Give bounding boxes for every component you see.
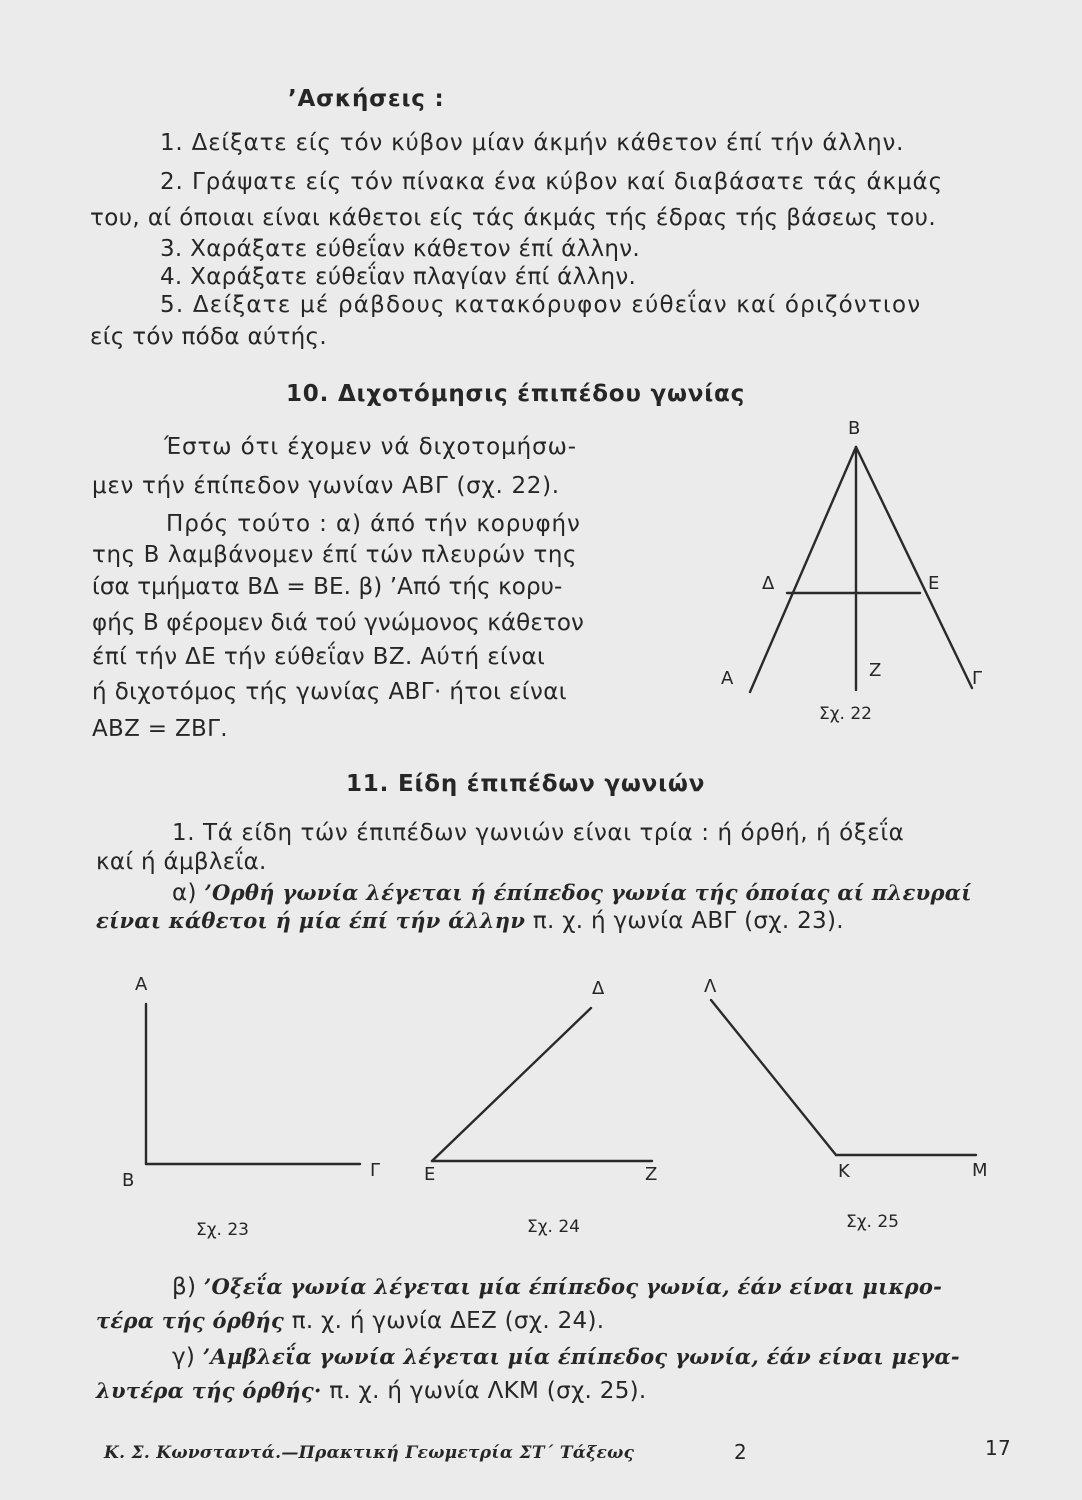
section-10-line: ή διχοτόμος τής γωνίας ΑΒΓ· ήτοι είναι (92, 679, 567, 705)
footer-signature: 2 (734, 1440, 748, 1464)
section-11-line: 1. Τά είδη τών έπιπέδων γωνιών είναι τρία : ή όρθή, ή όξεΐα (172, 820, 905, 846)
fig22-label-A: Α (721, 668, 734, 689)
fig24-label-D: Δ (592, 978, 605, 999)
exercise-line: 3. Χαράξατε εύθεΐαν κάθετον έπί άλλην. (160, 236, 641, 262)
page-number: 17 (985, 1436, 1012, 1460)
fig25-label-M: Μ (972, 1160, 988, 1181)
fig25-label-L: Λ (704, 976, 717, 997)
fig24-label-Z: Ζ (645, 1164, 658, 1185)
fig22-label-B: Β (848, 418, 861, 439)
acute-angle-definition-cont: τέρα τής όρθής π. χ. ή γωνία ΔΕΖ (σχ. 24). (96, 1308, 605, 1334)
exercise-line: του, αί όποιαι είναι κάθετοι είς τάς άκμάς τής έδρας τής βάσεως του. (90, 205, 937, 231)
exercise-line: 4. Χαράξατε εύθεΐαν πλαγίαν έπί άλλην. (160, 264, 637, 290)
fig25-label-K: Κ (838, 1161, 850, 1182)
section-10-line: ίσα τμήματα ΒΔ = ΒΕ. β) ’Από τής κορυ- (92, 574, 563, 600)
section-10-heading: 10. Διχοτόμησις έπιπέδου γωνίας (286, 381, 746, 407)
section-10-line: ΑΒΖ = ΖΒΓ. (92, 716, 228, 742)
section-11-line: καί ή άμβλεΐα. (96, 849, 267, 875)
section-11-heading: 11. Είδη έπιπέδων γωνιών (346, 771, 706, 797)
fig22-label-D: Δ (762, 573, 775, 594)
fig25-caption: Σχ. 25 (846, 1212, 900, 1232)
right-angle-definition: α) ’Ορθή γωνία λέγεται ή έπίπεδος γωνία τής όποίας αί πλευραί (172, 880, 972, 906)
section-10-line: έπί τήν ΔΕ τήν εύθεΐαν ΒΖ. Αύτή είναι (92, 644, 546, 670)
exercise-line: είς τόν πόδα αύτής. (90, 324, 327, 350)
fig24-caption: Σχ. 24 (527, 1217, 581, 1237)
section-10-line: μεν τήν έπίπεδον γωνίαν ΑΒΓ (σχ. 22). (92, 473, 560, 499)
exercises-heading: ’Ασκήσεις : (288, 86, 445, 112)
fig23-caption: Σχ. 23 (196, 1220, 250, 1240)
fig23-label-B: Β (122, 1170, 135, 1191)
acute-angle-definition: β) ’Οξεΐα γωνία λέγεται μία έπίπεδος γωνία, έάν είναι μικρο- (172, 1274, 943, 1300)
right-angle-definition-cont: είναι κάθετοι ή μία έπί τήν άλλην π. χ. ή γωνία ΑΒΓ (σχ. 23). (96, 908, 844, 934)
obtuse-angle-definition-cont: λυτέρα τής όρθής· π. χ. ή γωνία ΛΚΜ (σχ. 25). (96, 1378, 647, 1404)
section-10-line: της Β λαμβάνομεν έπί τών πλευρών της (92, 542, 578, 568)
footer-citation: Κ. Σ. Κωνσταντά.—Πρακτική Γεωμετρία ΣΤ΄ Τάξεως (104, 1443, 635, 1463)
section-10-line: Έστω ότι έχομεν νά διχοτομήσω- (164, 434, 577, 460)
fig22-label-Z: Ζ (869, 660, 882, 681)
fig24-side-ED (432, 1008, 591, 1161)
section-10-line: Πρός τούτο : α) άπό τήν κορυφήν (166, 511, 581, 537)
fig22-label-G: Γ (972, 668, 983, 689)
section-10-line: φής Β φέρομεν διά τού γνώμονος κάθετον (92, 610, 584, 636)
fig25-side-KL (711, 1000, 836, 1155)
obtuse-angle-definition: γ) ’Αμβλεΐα γωνία λέγεται μία έπίπεδος γωνία, έάν είναι μεγα- (172, 1344, 960, 1370)
fig22-label-E: Ε (928, 573, 940, 594)
fig22-caption: Σχ. 22 (819, 704, 873, 724)
exercise-line: 1. Δείξατε είς τόν κύβον μίαν άκμήν κάθετον έπί τήν άλλην. (160, 130, 905, 156)
exercise-line: 5. Δείξατε μέ ράβδους κατακόρυφον εύθεΐαν καί όριζόντιον (160, 292, 922, 318)
exercise-line: 2. Γράψατε είς τόν πίνακα ένα κύβον καί διαβάσατε τάς άκμάς (160, 169, 943, 195)
fig23-label-A: Α (135, 974, 148, 995)
fig23-label-G: Γ (370, 1160, 381, 1181)
fig24-label-E: Ε (424, 1164, 436, 1185)
